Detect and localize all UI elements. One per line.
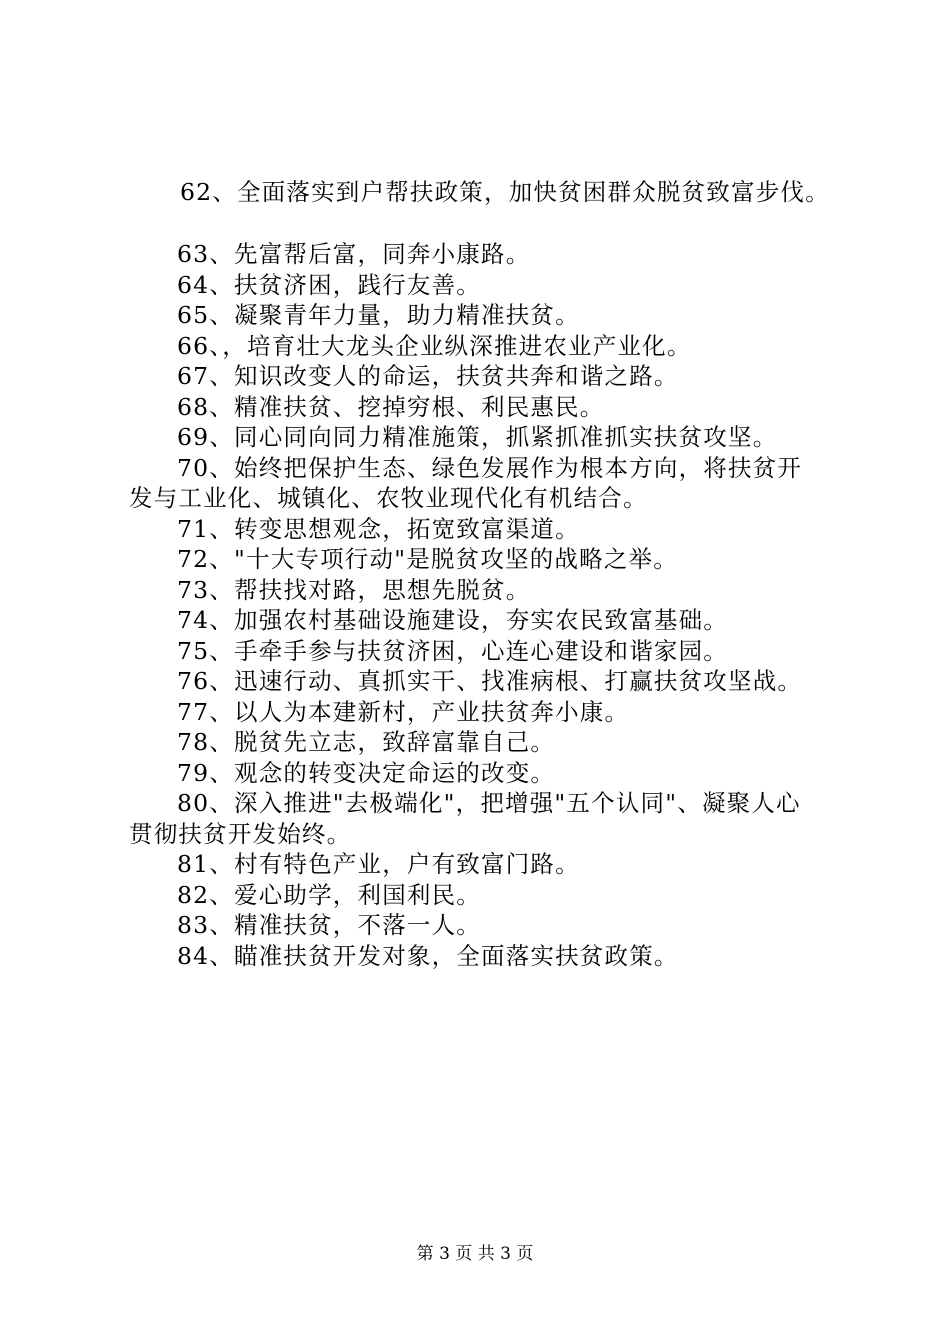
text-line-80: 80、深入推进"去极端化"，把增强"五个认同"、凝聚人心: [177, 789, 801, 817]
text-line-71: 71、转变思想观念，拓宽致富渠道。: [177, 515, 580, 543]
text-line-69: 69、同心同向同力精准施策，抓紧抓准抓实扶贫攻坚。: [177, 423, 778, 451]
text-line-72: 72、"十大专项行动"是脱贫攻坚的战略之举。: [177, 545, 678, 573]
text-line-76: 76、迅速行动、真抓实干、找准病根、打赢扶贫攻坚战。: [177, 667, 803, 695]
text-line-65: 65、凝聚青年力量，助力精准扶贫。: [177, 301, 580, 329]
text-line-78: 78、脱贫先立志，致辞富靠自己。: [177, 728, 556, 756]
text-line-68: 68、精准扶贫、挖掉穷根、利民惠民。: [177, 393, 605, 421]
text-line-73: 73、帮扶找对路，思想先脱贫。: [177, 576, 531, 604]
text-line-81: 81、村有特色产业，户有致富门路。: [177, 850, 580, 878]
text-line-74: 74、加强农村基础设施建设，夯实农民致富基础。: [177, 606, 729, 634]
text-line-63: 63、先富帮后富，同奔小康路。: [177, 240, 531, 268]
text-line-70-continued: 发与工业化、城镇化、农牧业现代化有机结合。: [129, 484, 648, 512]
text-line-77: 77、以人为本建新村，产业扶贫奔小康。: [177, 698, 630, 726]
text-line-67: 67、知识改变人的命运，扶贫共奔和谐之路。: [177, 362, 679, 390]
text-line-83: 83、精准扶贫，不落一人。: [177, 911, 482, 939]
text-line-75: 75、手牵手参与扶贫济困，心连心建设和谐家园。: [177, 637, 729, 665]
text-line-66: 66、，培育壮大龙头企业纵深推进农业产业化。: [177, 332, 692, 360]
text-line-84: 84、瞄准扶贫开发对象，全面落实扶贫政策。: [177, 942, 679, 970]
text-line-79: 79、观念的转变决定命运的改变。: [177, 759, 556, 787]
text-line-62: 62、全面落实到户帮扶政策，加快贫困群众脱贫致富步伐。: [180, 178, 830, 206]
text-line-64: 64、扶贫济困，践行友善。: [177, 271, 482, 299]
page-number-footer: 第 3 页 共 3 页: [416, 1244, 534, 1264]
text-line-70: 70、始终把保护生态、绿色发展作为根本方向，将扶贫开: [177, 454, 803, 482]
text-line-80-continued: 贯彻扶贫开发始终。: [129, 820, 352, 848]
text-line-82: 82、爱心助学，利国利民。: [177, 881, 482, 909]
